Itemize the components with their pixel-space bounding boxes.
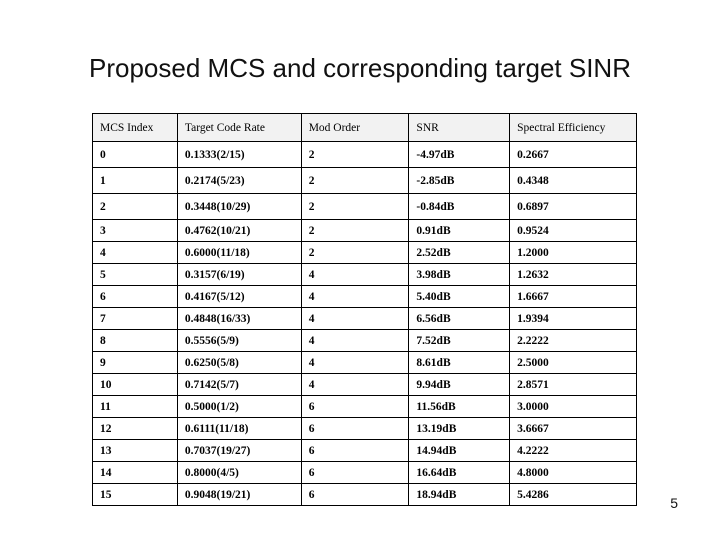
cell-spectral-efficiency: 2.8571 xyxy=(510,374,637,396)
cell-target-code-rate: 0.3448(10/29) xyxy=(177,194,301,220)
cell-snr: 2.52dB xyxy=(409,242,510,264)
cell-spectral-efficiency: 0.2667 xyxy=(510,142,637,168)
cell-spectral-efficiency: 4.2222 xyxy=(510,440,637,462)
cell-mod-order: 6 xyxy=(301,396,409,418)
table-row xyxy=(93,286,637,308)
table-row xyxy=(93,396,637,418)
table-row xyxy=(93,374,637,396)
column-header-snr: SNR xyxy=(409,114,510,142)
table-row xyxy=(93,220,637,242)
table-row xyxy=(93,462,637,484)
cell-target-code-rate: 0.2174(5/23) xyxy=(177,168,301,194)
column-header-spectral-efficiency: Spectral Efficiency xyxy=(510,114,637,142)
cell-spectral-efficiency: 3.0000 xyxy=(510,396,637,418)
cell-mod-order: 4 xyxy=(301,264,409,286)
cell-snr: -0.84dB xyxy=(409,194,510,220)
table-row xyxy=(93,330,637,352)
cell-target-code-rate: 0.6250(5/8) xyxy=(177,352,301,374)
cell-spectral-efficiency: 1.6667 xyxy=(510,286,637,308)
cell-target-code-rate: 0.7037(19/27) xyxy=(177,440,301,462)
table-row xyxy=(93,484,637,506)
cell-target-code-rate: 0.7142(5/7) xyxy=(177,374,301,396)
table-row xyxy=(93,418,637,440)
cell-spectral-efficiency: 1.2632 xyxy=(510,264,637,286)
cell-mod-order: 4 xyxy=(301,352,409,374)
cell-spectral-efficiency: 4.8000 xyxy=(510,462,637,484)
cell-mcs-index: 2 xyxy=(93,194,178,220)
cell-snr: 11.56dB xyxy=(409,396,510,418)
cell-spectral-efficiency: 2.2222 xyxy=(510,330,637,352)
cell-spectral-efficiency: 0.4348 xyxy=(510,168,637,194)
cell-snr: 16.64dB xyxy=(409,462,510,484)
cell-mod-order: 6 xyxy=(301,484,409,506)
cell-mod-order: 6 xyxy=(301,418,409,440)
cell-target-code-rate: 0.5000(1/2) xyxy=(177,396,301,418)
cell-snr: 8.61dB xyxy=(409,352,510,374)
cell-target-code-rate: 0.4762(10/21) xyxy=(177,220,301,242)
cell-snr: 6.56dB xyxy=(409,308,510,330)
cell-mcs-index: 0 xyxy=(93,142,178,168)
cell-spectral-efficiency: 1.2000 xyxy=(510,242,637,264)
table-row xyxy=(93,440,637,462)
cell-target-code-rate: 0.3157(6/19) xyxy=(177,264,301,286)
cell-mcs-index: 7 xyxy=(93,308,178,330)
cell-mcs-index: 1 xyxy=(93,168,178,194)
cell-spectral-efficiency: 3.6667 xyxy=(510,418,637,440)
cell-target-code-rate: 0.4167(5/12) xyxy=(177,286,301,308)
mcs-table xyxy=(92,113,637,506)
cell-mod-order: 2 xyxy=(301,194,409,220)
cell-mod-order: 4 xyxy=(301,374,409,396)
cell-target-code-rate: 0.6111(11/18) xyxy=(177,418,301,440)
cell-snr: -2.85dB xyxy=(409,168,510,194)
cell-mod-order: 2 xyxy=(301,220,409,242)
table-row xyxy=(93,168,637,194)
cell-mod-order: 6 xyxy=(301,440,409,462)
table-row xyxy=(93,264,637,286)
table-row xyxy=(93,194,637,220)
cell-snr: 5.40dB xyxy=(409,286,510,308)
table-row xyxy=(93,242,637,264)
cell-mcs-index: 3 xyxy=(93,220,178,242)
table-row xyxy=(93,352,637,374)
cell-target-code-rate: 0.6000(11/18) xyxy=(177,242,301,264)
cell-target-code-rate: 0.9048(19/21) xyxy=(177,484,301,506)
cell-mcs-index: 5 xyxy=(93,264,178,286)
cell-mcs-index: 9 xyxy=(93,352,178,374)
cell-mod-order: 2 xyxy=(301,142,409,168)
cell-snr: 13.19dB xyxy=(409,418,510,440)
page-number: 5 xyxy=(670,495,678,511)
cell-snr: 3.98dB xyxy=(409,264,510,286)
cell-target-code-rate: 0.8000(4/5) xyxy=(177,462,301,484)
cell-mod-order: 4 xyxy=(301,308,409,330)
cell-snr: 7.52dB xyxy=(409,330,510,352)
cell-mcs-index: 14 xyxy=(93,462,178,484)
table-row xyxy=(93,308,637,330)
cell-mod-order: 4 xyxy=(301,286,409,308)
cell-mod-order: 6 xyxy=(301,462,409,484)
table-row xyxy=(93,142,637,168)
cell-mod-order: 4 xyxy=(301,330,409,352)
cell-mcs-index: 10 xyxy=(93,374,178,396)
cell-mcs-index: 11 xyxy=(93,396,178,418)
cell-mod-order: 2 xyxy=(301,242,409,264)
cell-snr: 0.91dB xyxy=(409,220,510,242)
table-header-row xyxy=(93,114,637,142)
cell-spectral-efficiency: 0.6897 xyxy=(510,194,637,220)
cell-spectral-efficiency: 0.9524 xyxy=(510,220,637,242)
column-header-mcs-index: MCS Index xyxy=(93,114,178,142)
cell-spectral-efficiency: 2.5000 xyxy=(510,352,637,374)
cell-spectral-efficiency: 5.4286 xyxy=(510,484,637,506)
cell-mcs-index: 6 xyxy=(93,286,178,308)
cell-spectral-efficiency: 1.9394 xyxy=(510,308,637,330)
column-header-target-code-rate: Target Code Rate xyxy=(177,114,301,142)
cell-target-code-rate: 0.1333(2/15) xyxy=(177,142,301,168)
column-header-mod-order: Mod Order xyxy=(301,114,409,142)
cell-mcs-index: 12 xyxy=(93,418,178,440)
cell-snr: -4.97dB xyxy=(409,142,510,168)
slide-title: Proposed MCS and corresponding target SINR xyxy=(89,53,631,83)
cell-mcs-index: 15 xyxy=(93,484,178,506)
cell-mcs-index: 13 xyxy=(93,440,178,462)
cell-snr: 9.94dB xyxy=(409,374,510,396)
cell-mcs-index: 8 xyxy=(93,330,178,352)
cell-mcs-index: 4 xyxy=(93,242,178,264)
cell-target-code-rate: 0.5556(5/9) xyxy=(177,330,301,352)
cell-mod-order: 2 xyxy=(301,168,409,194)
cell-snr: 14.94dB xyxy=(409,440,510,462)
cell-target-code-rate: 0.4848(16/33) xyxy=(177,308,301,330)
cell-snr: 18.94dB xyxy=(409,484,510,506)
